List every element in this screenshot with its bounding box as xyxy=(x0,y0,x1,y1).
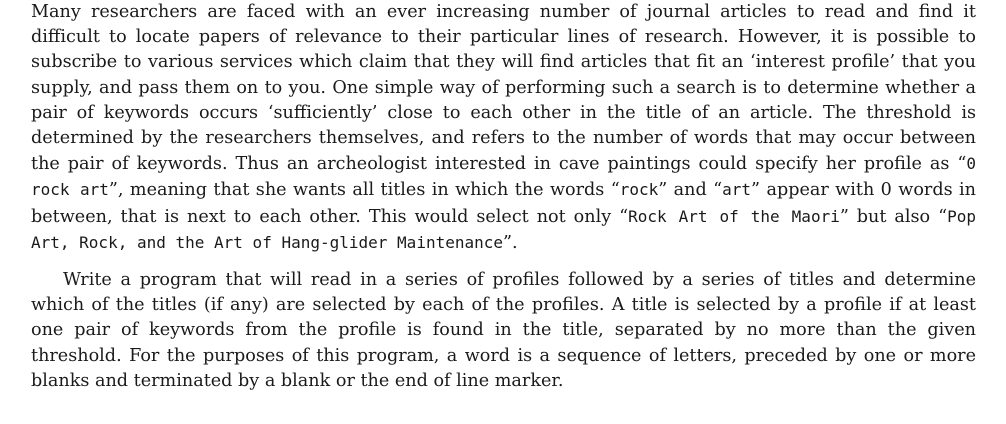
intro-sentence-6b: ” but also “ xyxy=(839,206,948,227)
code-keyword-rock: rock xyxy=(619,180,659,200)
intro-sentence-6a: This would select not only “ xyxy=(360,206,629,227)
task-paragraph xyxy=(31,268,976,394)
code-keyword-art: art xyxy=(722,180,752,200)
intro-sentence-4: The threshold is determined by the researchers themselves, and refers to the number of words that may occur between the pair of keywords. xyxy=(31,102,976,175)
problem-statement xyxy=(31,0,976,394)
intro-sentence-6c: ”. xyxy=(503,232,518,253)
code-title-example-2: Pop Art, Rock, and the Art of Hang-glider Maintenance xyxy=(31,206,977,252)
task-sentence-1: Write a program that will read in a series of profiles followed by a series of titles and determine which of the titles (if any) are selected by each of the profiles. xyxy=(31,270,976,316)
intro-sentence-5c: ” and “ xyxy=(658,180,723,201)
intro-sentence-5d: ” appear with 0 words in between, that is next to each other. xyxy=(31,180,976,227)
intro-paragraph xyxy=(31,0,976,256)
code-title-example-1: Rock Art of the Maori xyxy=(628,206,840,226)
task-sentence-2: A title is selected by a profile if at least one pair of keywords from the profile is found in the title, separated by no more than the given threshold. xyxy=(31,295,976,366)
intro-sentence-1: Many researchers are faced with an ever increasing number of journal articles to read and find it difficult to locate papers of relevance to their particular lines of research. xyxy=(31,2,976,48)
intro-sentence-5b: ”, meaning that she wants all titles in which the words “ xyxy=(108,180,620,201)
intro-sentence-5a: Thus an archeologist interested in cave paintings could specify her profile as “ xyxy=(227,154,967,175)
intro-sentence-2: However, it is possible to subscribe to various services which claim that they will find articles that fit an ‘interest profile’ that you supply, and pass them on to you. xyxy=(31,27,976,98)
intro-sentence-3: One simple way of performing such a search is to determine whether a pair of keywords occurs ‘sufficiently’ close to each other in the title of an article. xyxy=(31,77,976,123)
code-profile-example: 0 rock art xyxy=(31,154,976,200)
task-sentence-3: For the purposes of this program, a word is a sequence of letters, preceded by one or more blanks and terminated by a blank or the end of line marker. xyxy=(31,345,976,391)
